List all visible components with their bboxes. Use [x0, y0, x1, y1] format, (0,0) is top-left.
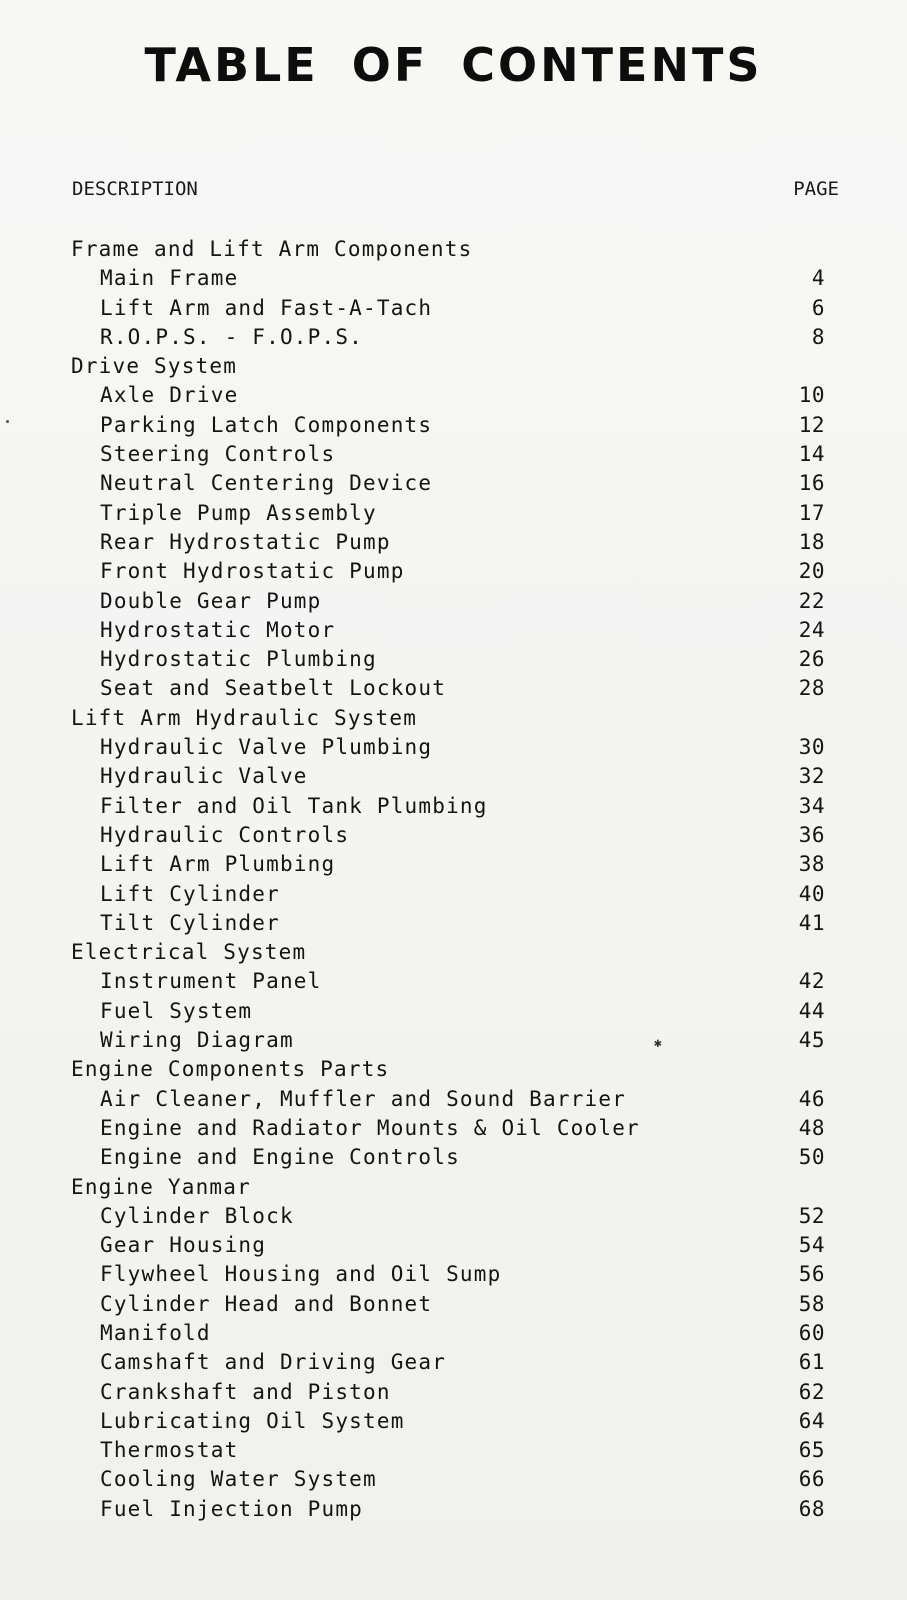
- toc-entry-title: Fuel System: [100, 998, 253, 1023]
- toc-entry: [0, 997, 907, 1026]
- toc-entry: [0, 440, 907, 469]
- toc-entry: [0, 645, 907, 674]
- toc-page-number: 24: [798, 617, 825, 642]
- toc-section: [0, 352, 907, 381]
- toc-entry: [0, 1378, 907, 1407]
- toc-page-number: 12: [798, 412, 825, 437]
- toc-page-number: 48: [798, 1115, 825, 1140]
- toc-section: [0, 235, 907, 264]
- page-column-header: PAGE: [793, 178, 839, 200]
- toc-entry: [0, 762, 907, 791]
- toc-entry-title: Gear Housing: [100, 1233, 267, 1258]
- toc-entry-title: Lift Cylinder: [100, 881, 280, 906]
- toc-entry: [0, 909, 907, 938]
- description-column-header: DESCRIPTION: [72, 178, 198, 200]
- toc-section: [0, 938, 907, 967]
- toc-entry-title: Manifold: [100, 1320, 211, 1345]
- toc-section-title: Lift Arm Hydraulic System: [71, 705, 418, 730]
- toc-entry-title: Cylinder Head and Bonnet: [100, 1291, 433, 1316]
- toc-entry-title: Double Gear Pump: [100, 588, 322, 613]
- toc-entry: [0, 1085, 907, 1114]
- toc-entry-title: Crankshaft and Piston: [100, 1379, 391, 1404]
- toc-entry-title: Hydraulic Valve: [100, 764, 308, 789]
- toc-page-number: 32: [798, 764, 825, 789]
- toc-entry: [0, 674, 907, 703]
- toc-entry: [0, 733, 907, 762]
- toc-entry: [0, 1436, 907, 1465]
- toc-entry-title: Rear Hydrostatic Pump: [100, 529, 391, 554]
- toc-page-number: 44: [798, 998, 825, 1023]
- toc-page-number: 30: [798, 735, 825, 760]
- toc-entry-title: Hydrostatic Motor: [100, 617, 336, 642]
- toc-entry-title: Filter and Oil Tank Plumbing: [100, 793, 488, 818]
- toc-page-number: 68: [798, 1496, 825, 1521]
- toc-entry: [0, 499, 907, 528]
- toc-entry-title: Hydraulic Valve Plumbing: [100, 735, 433, 760]
- toc-page-number: 50: [798, 1145, 825, 1170]
- toc-entry: [0, 411, 907, 440]
- toc-section-title: Engine Yanmar: [71, 1174, 251, 1199]
- toc-page-number: 16: [798, 471, 825, 496]
- toc-entry-title: Hydraulic Controls: [100, 822, 350, 847]
- toc-entry-title: Flywheel Housing and Oil Sump: [100, 1262, 502, 1287]
- toc-page-number: 40: [798, 881, 825, 906]
- toc-page-number: 60: [798, 1320, 825, 1345]
- toc-page-number: 8: [811, 324, 825, 349]
- ink-speck: ✱: [654, 1036, 662, 1051]
- toc-entry-title: Tilt Cylinder: [100, 910, 280, 935]
- toc-page-number: 46: [798, 1086, 825, 1111]
- toc-entry-title: Steering Controls: [100, 442, 336, 467]
- toc-entry: [0, 1407, 907, 1436]
- toc-section-title: Drive System: [71, 354, 238, 379]
- toc-page-number: 36: [798, 822, 825, 847]
- toc-page-number: 17: [798, 500, 825, 525]
- toc-page-number: 58: [798, 1291, 825, 1316]
- toc-section: [0, 1173, 907, 1202]
- toc-page-number: 26: [798, 647, 825, 672]
- toc-entry: [0, 967, 907, 996]
- toc-page-number: 14: [798, 442, 825, 467]
- toc-entry-title: Engine and Engine Controls: [100, 1145, 460, 1170]
- toc-page-number: 45: [798, 1028, 825, 1053]
- toc-entry: [0, 880, 907, 909]
- toc-page-number: 42: [798, 969, 825, 994]
- toc-entry: [0, 528, 907, 557]
- toc-entry-title: Lift Arm Plumbing: [100, 852, 336, 877]
- toc-entry-title: Air Cleaner, Muffler and Sound Barrier: [100, 1086, 627, 1111]
- toc-page-number: 54: [798, 1233, 825, 1258]
- toc-entry-title: Lubricating Oil System: [100, 1408, 405, 1433]
- toc-entry-title: Front Hydrostatic Pump: [100, 559, 405, 584]
- toc-entry: [0, 616, 907, 645]
- toc-page-number: 34: [798, 793, 825, 818]
- toc-page-number: 6: [811, 295, 825, 320]
- toc-entry-title: R.O.P.S. - F.O.P.S.: [100, 324, 364, 349]
- toc-page-number: 61: [798, 1350, 825, 1375]
- toc-entry-title: Wiring Diagram: [100, 1028, 294, 1053]
- toc-entry: [0, 1319, 907, 1348]
- toc-page-number: 28: [798, 676, 825, 701]
- toc-entry-title: Parking Latch Components: [100, 412, 433, 437]
- toc-entry-title: Instrument Panel: [100, 969, 322, 994]
- margin-mark: [6, 420, 9, 423]
- toc-entry-title: Camshaft and Driving Gear: [100, 1350, 447, 1375]
- toc-page-number: 56: [798, 1262, 825, 1287]
- toc-entry-title: Engine and Radiator Mounts & Oil Cooler: [100, 1115, 640, 1140]
- toc-page-number: 4: [811, 266, 825, 291]
- toc-entry-title: Cylinder Block: [100, 1203, 294, 1228]
- toc-entry-title: Hydrostatic Plumbing: [100, 647, 377, 672]
- toc-entry: [0, 1231, 907, 1260]
- toc-entry: [0, 381, 907, 410]
- toc-page-number: 64: [798, 1408, 825, 1433]
- toc-entry: [0, 294, 907, 323]
- toc-page-number: 20: [798, 559, 825, 584]
- toc-entry: [0, 792, 907, 821]
- toc-entry-title: Axle Drive: [100, 383, 239, 408]
- toc-entry-title: Main Frame: [100, 266, 239, 291]
- toc-entry: [0, 1026, 907, 1055]
- toc-page-number: 10: [798, 383, 825, 408]
- toc-entry: [0, 1143, 907, 1172]
- toc-page-number: 62: [798, 1379, 825, 1404]
- page-title: TABLE OF CONTENTS: [144, 38, 763, 92]
- toc-entry-title: Cooling Water System: [100, 1467, 377, 1492]
- toc-entry-title: Triple Pump Assembly: [100, 500, 377, 525]
- toc-page-number: 22: [798, 588, 825, 613]
- toc-page-number: 65: [798, 1438, 825, 1463]
- toc-entry: [0, 1290, 907, 1319]
- toc-entry: [0, 1114, 907, 1143]
- toc-page-number: 66: [798, 1467, 825, 1492]
- toc-entry-title: Lift Arm and Fast-A-Tach: [100, 295, 433, 320]
- toc-page-number: 18: [798, 529, 825, 554]
- toc-entry: [0, 1495, 907, 1524]
- toc-entry: [0, 1202, 907, 1231]
- toc-entry: [0, 1348, 907, 1377]
- toc-page-number: 52: [798, 1203, 825, 1228]
- toc-entry-title: Thermostat: [100, 1438, 239, 1463]
- toc-entry: [0, 264, 907, 293]
- toc-entry: [0, 850, 907, 879]
- toc-entry: [0, 323, 907, 352]
- toc-section-title: Frame and Lift Arm Components: [71, 237, 473, 261]
- toc-entry: [0, 1465, 907, 1494]
- toc-entry: [0, 1260, 907, 1289]
- toc-section: [0, 704, 907, 733]
- toc-entry-title: Neutral Centering Device: [100, 471, 433, 496]
- toc-page-number: 38: [798, 852, 825, 877]
- toc-section-title: Electrical System: [71, 940, 307, 965]
- toc-entry: [0, 587, 907, 616]
- toc-entry-title: Fuel Injection Pump: [100, 1496, 364, 1521]
- toc-list: [0, 235, 907, 1524]
- toc-page-number: 41: [798, 910, 825, 935]
- toc-entry: [0, 557, 907, 586]
- toc-section: [0, 1055, 907, 1084]
- toc-entry: [0, 469, 907, 498]
- toc-entry-title: Seat and Seatbelt Lockout: [100, 676, 447, 701]
- toc-entry: [0, 821, 907, 850]
- toc-section-title: Engine Components Parts: [71, 1057, 390, 1082]
